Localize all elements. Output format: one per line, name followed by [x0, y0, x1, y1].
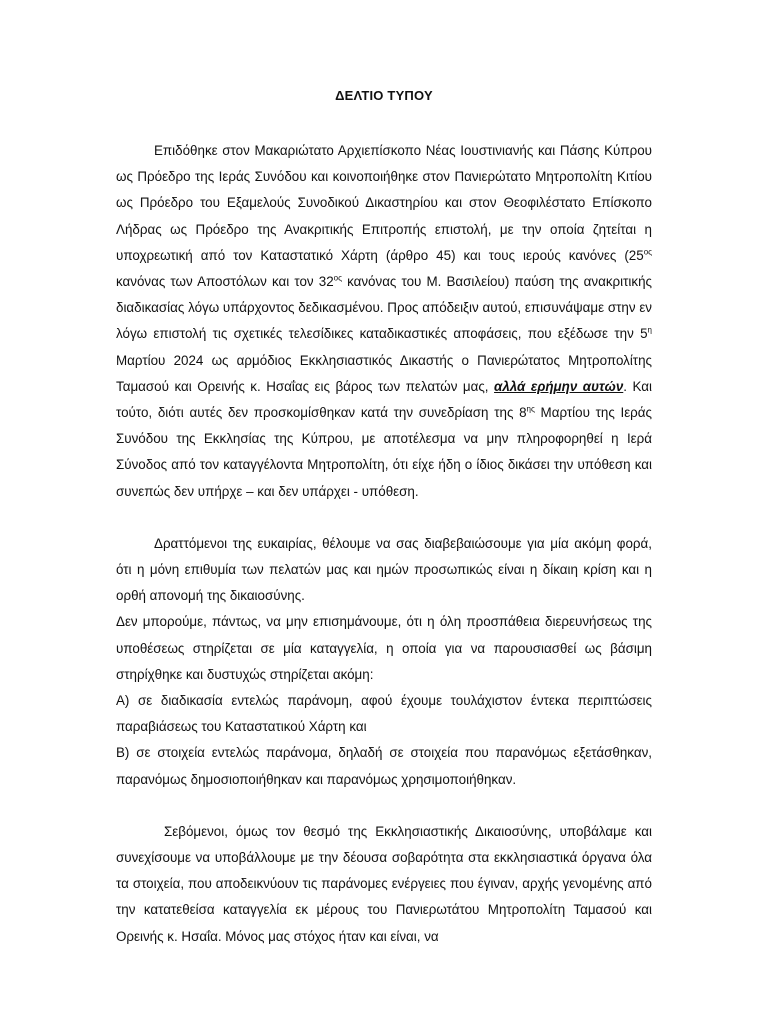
paragraph-2: Δραττόμενοι της ευκαιρίας, θέλουμε να σας διαβεβαιώσουμε για μία ακόμη φορά, ότι η μόνη επιθυμία των πελατών μας και ημών προσωπικώς είναι η δίκαιη κρίση και η ορθή απονομή της δικαιοσύνης. — [116, 535, 652, 604]
p1-sup-1: ος — [643, 247, 652, 257]
p1-sup-3: η — [647, 325, 652, 335]
list-item-a: Α) σε διαδικασία εντελώς παράνομη, αφού έχουμε τουλάχιστον έντεκα περιπτώσεις παραβιάσεως του Καταστατικού Χάρτη και — [116, 693, 652, 735]
paragraph-2b: Δεν μπορούμε, πάντως, να μην επισημάνουμε, ότι η όλη προσπάθεια διερευνήσεως της υποθέσεως στηρίζεται σε μία καταγγελία, η οποία για να παρουσιασθεί ως βάσιμη στηρίχθηκε και δυστυχώς στηρίζεται ακόμη: — [116, 614, 652, 682]
p1-text-a: Επιδόθηκε στον Μακαριώτατο Αρχιεπίσκοπο Νέας Ιουστινιανής και Πάσης Κύπρου ως Πρόεδρο της Ιεράς Συνόδου και κοινοποιήθηκε στον Πανιερώτατο Μητροπολίτη Κιτίου ως Πρόεδρο του Εξαμελούς Συνοδικού Δικαστηρίου και στον Θεοφιλέστατο Επίσκοπο Λήδρας ως Πρόεδρο της Ανακριτικής Επιτροπής επιστολή, με την οποία ζητείται η υποχρεωτική από τον Καταστατικό Χάρτη (άρθρο 45) και τους ιερούς κανόνες (25 — [116, 143, 652, 263]
paragraph-gap — [116, 505, 652, 531]
document-body — [116, 138, 652, 950]
p1-text-e: . Και τούτο, διότι αυτές δεν προσκομίσθηκαν κατά την συνεδρίαση της 8 — [116, 378, 652, 421]
p1-text-f: Μαρτίου της Ιεράς Συνόδου της Εκκλησίας της Κύπρου, με αποτέλεσμα να μην πληροφορηθεί η Ιερά Σύνοδος από τον καταγγέλοντα Μητροπολίτη, ότι είχε ήδη ο ίδιος δικάσει την υπόθεση και συνεπώς δεν υπήρχε – και δεν υπάρχει - υπόθεση. — [116, 405, 652, 499]
p1-sup-4: ης — [526, 404, 535, 414]
paragraph-1 — [116, 138, 652, 505]
emphasis-text: αλλά ερήμην αυτών — [494, 378, 624, 394]
p1-text-b: κανόνας των Αποστόλων και τον 32 — [116, 274, 334, 290]
list-item-b: Β) σε στοιχεία εντελώς παράνομα, δηλαδή σε στοιχεία που παρανόμως εξετάσθηκαν, παρανόμως δημοσιοποιήθηκαν και παρανόμως χρησιμοποιήθηκαν. — [116, 745, 652, 787]
paragraph-3: Σεβόμενοι, όμως τον θεσμό της Εκκλησιαστικής Δικαιοσύνης, υποβάλαμε και συνεχίσουμε να υποβάλλουμε με την δέουσα σοβαρότητα στα εκκλησιαστικά όργανα όλα τα στοιχεία, που αποδεικνύουν τις παράνομες ενέργειες που έγιναν, αρχής γενομένης από την κατατεθείσα καταγγελία εκ μέρους του Πανιερωτάτου Μητροπολίτη Ταμασού και Ορεινής κ. Ησαΐα. Μόνος μας στόχος ήταν και είναι, να — [116, 823, 652, 944]
p1-text-c: κανόνας του Μ. Βασιλείου) παύση της ανακριτικής διαδικασίας λόγω υπάρχοντος δεδικασμένου. Προς απόδειξιν αυτού, επισυνάψαμε στην εν λόγω επιστολή τις σχετικές τελεσίδικες καταδικαστικές αποφάσεις, που εξέδωσε την 5 — [116, 274, 652, 342]
p1-sup-2: ος — [333, 273, 342, 283]
document-title: ΔΕΛΤΙΟ ΤΥΠΟΥ — [335, 88, 433, 103]
p1-text-d: Μαρτίου 2024 ως αρμόδιος Εκκλησιαστικός Δικαστής ο Πανιερώτατος Μητροπολίτης Ταμασού και Ορεινής κ. Ησαΐας εις βάρος των πελατών μας, — [116, 352, 652, 394]
paragraph-gap — [116, 793, 652, 819]
